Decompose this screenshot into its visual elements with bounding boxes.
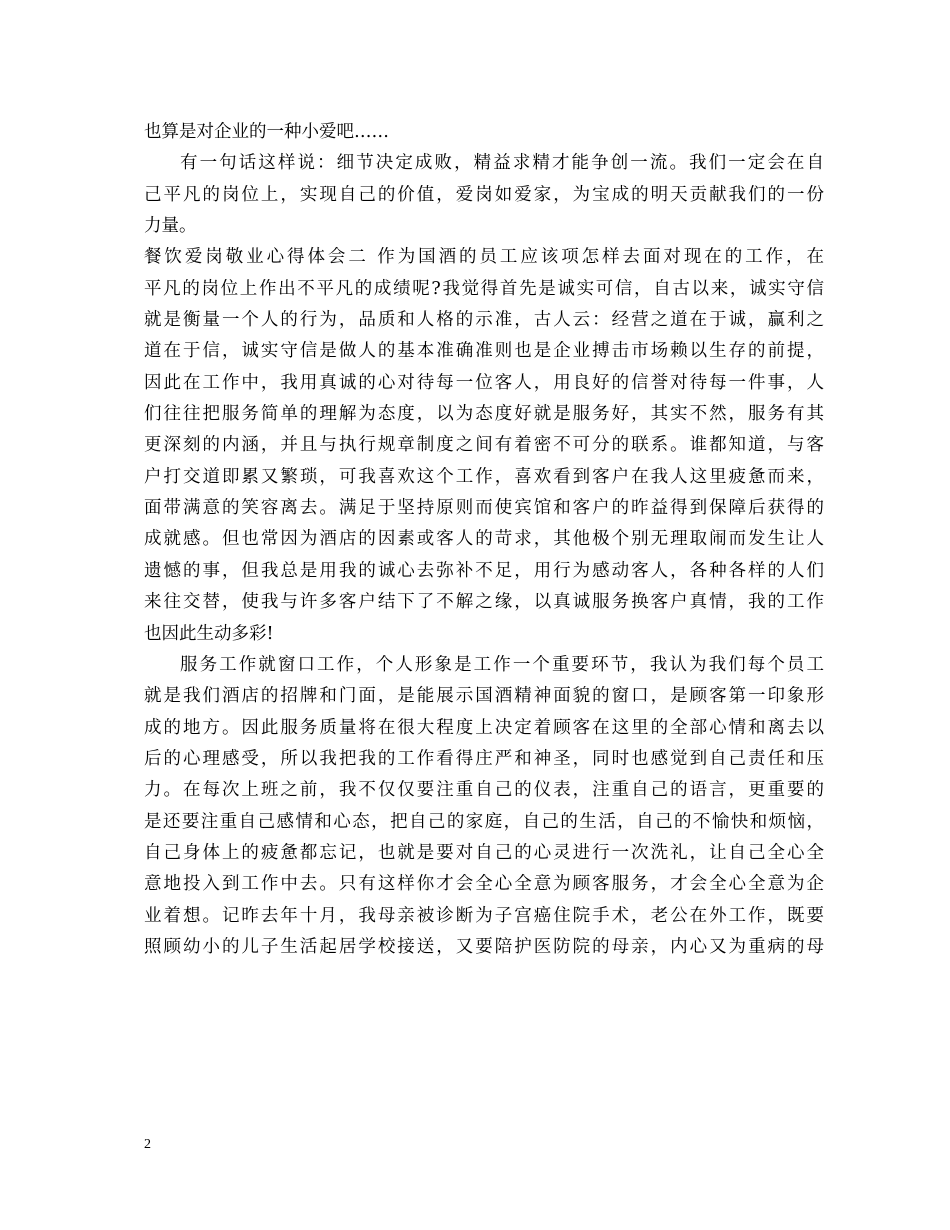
text-line: 也算是对企业的一种小爱吧…… <box>144 122 389 142</box>
text-line: 面带满意的笑容离去。满足于坚持原则而使宾馆和客户的昨益得到保障后获得的 <box>144 498 824 519</box>
text-line: 因此在工作中，我用真诚的心对待每一位客人，用良好的信誉对待每一件事，人 <box>144 372 824 393</box>
body-text <box>144 117 824 963</box>
text-line: 后的心理感受，所以我把我的工作看得庄严和神圣，同时也感觉到自己责任和压 <box>144 748 824 769</box>
text-line: 也因此生动多彩! <box>144 623 274 644</box>
text-line: 遗憾的事，但我总是用我的诚心去弥补不足，用行为感动客人，各种各样的人们 <box>144 560 824 581</box>
section-heading-line: 餐饮爱岗敬业心得体会二 作为国酒的员工应该项怎样去面对现在的工作，在 <box>144 247 824 268</box>
text-line: 是还要注重自己感情和心态，把自己的家庭，自己的生活，自己的不愉快和烦恼， <box>144 811 824 832</box>
text-line: 们往往把服务简单的理解为态度，以为态度好就是服务好，其实不然，服务有其 <box>144 404 824 425</box>
page-number: 2 <box>144 1137 151 1152</box>
text-line: 己平凡的岗位上，实现自己的价值，爱岗如爱家，为宝成的明天贡献我们的一份 <box>144 184 824 205</box>
text-line: 成的地方。因此服务质量将在很大程度上决定着顾客在这里的全部心情和离去以 <box>144 717 824 738</box>
text-line: 道在于信，诚实守信是做人的基本准确准则也是企业搏击市场赖以生存的前提， <box>144 341 824 362</box>
text-line: 有一句话这样说：细节决定成败，精益求精才能争创一流。我们一定会在自 <box>180 153 824 174</box>
text-line: 成就感。但也常因为酒店的因素或客人的苛求，其他极个别无理取闹而发生让人 <box>144 529 824 550</box>
text-line: 平凡的岗位上作出不平凡的成绩呢?我觉得首先是诚实可信，自古以来，诚实守信 <box>144 278 824 299</box>
text-line: 照顾幼小的儿子生活起居学校接送，又要陪护医防院的母亲，内心又为重病的母 <box>144 936 824 957</box>
text-line: 意地投入到工作中去。只有这样你才会全心全意为顾客服务，才会全心全意为企 <box>144 874 824 895</box>
text-line: 业着想。记昨去年十月，我母亲被诊断为子宫癌住院手术，老公在外工作，既要 <box>144 905 824 926</box>
text-line: 就是衡量一个人的行为，品质和人格的示准，古人云：经营之道在于诚，赢利之 <box>144 310 824 331</box>
text-line: 户打交道即累又繁琐，可我喜欢这个工作，喜欢看到客户在我人这里疲惫而来， <box>144 466 824 487</box>
text-line: 自己身体上的疲惫都忘记，也就是要对自己的心灵进行一次洗礼，让自己全心全 <box>144 842 824 863</box>
text-line: 来往交替，使我与许多客户结下了不解之缘，以真诚服务换客户真情，我的工作 <box>144 592 824 613</box>
text-line: 力量。 <box>144 216 197 237</box>
text-line: 服务工作就窗口工作，个人形象是工作一个重要环节，我认为我们每个员工 <box>180 654 824 675</box>
text-line: 力。在每次上班之前，我不仅仅要注重自己的仪表，注重自己的语言，更重要的 <box>144 780 824 801</box>
text-line: 更深刻的内涵，并且与执行规章制度之间有着密不可分的联系。谁都知道，与客 <box>144 435 824 456</box>
text-line: 就是我们酒店的招牌和门面，是能展示国酒精神面貌的窗口，是顾客第一印象形 <box>144 686 824 707</box>
